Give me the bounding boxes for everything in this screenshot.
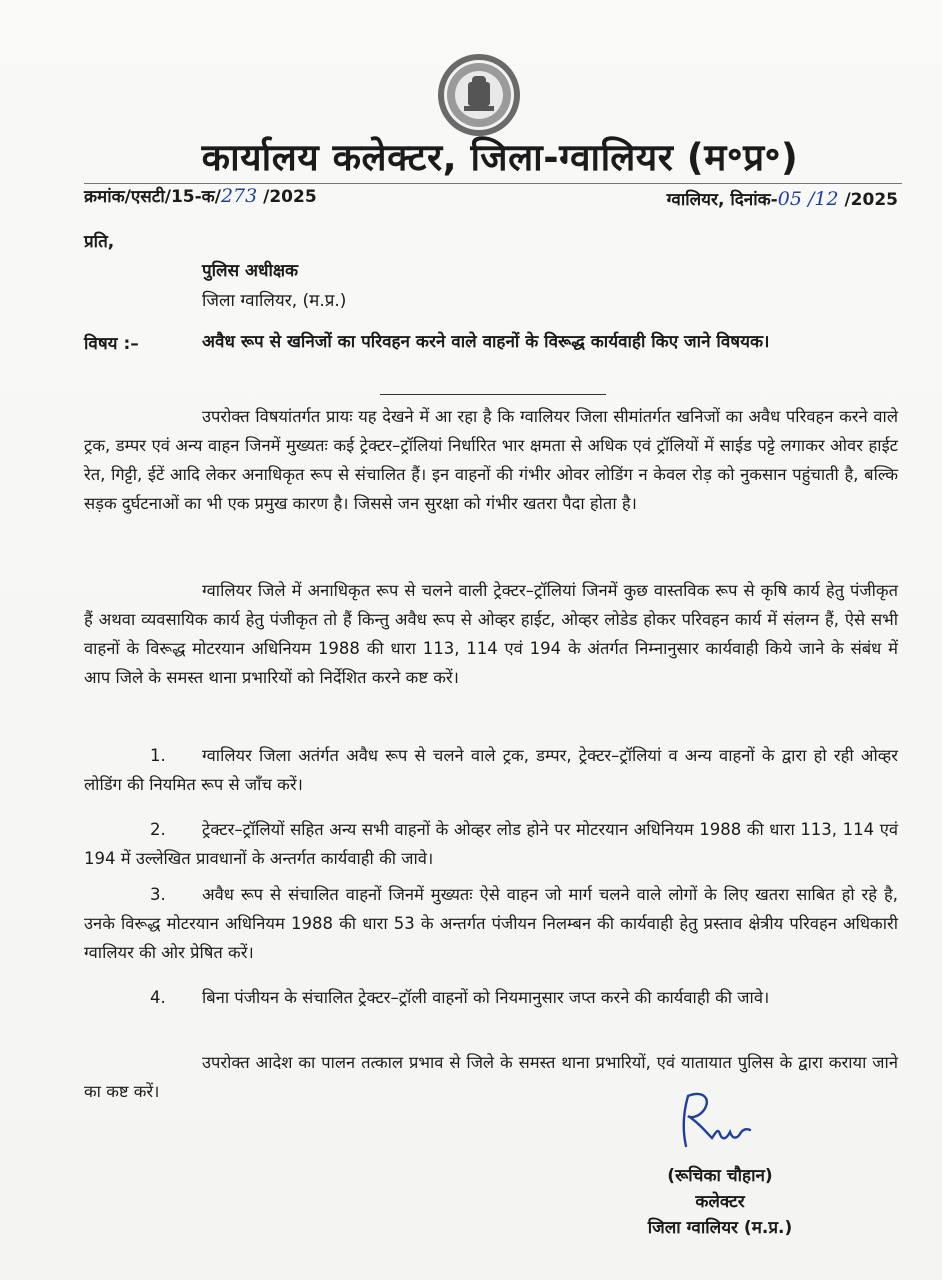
list-item <box>84 815 898 873</box>
list-item-number: 3. <box>150 885 166 904</box>
date-year: /2025 <box>838 190 898 210</box>
reference-number-handwritten: 273 <box>220 185 258 207</box>
recipient-title: पुलिस अधीक्षक <box>202 261 299 281</box>
signatory-name: (रूचिका चौहान) <box>667 1166 773 1186</box>
signatory-block <box>620 1163 820 1241</box>
list-item-text: ट्रेक्टर–ट्रॉलियों सहित अन्य सभी वाहनों के ओव्हर लोड होने पर मोटरयान अधिनियम 1988 की धारा 113, 114 एवं 194 में उल्लेखित प्रावधानों के अन्तर्गत कार्यवाही की जावे। <box>84 820 898 868</box>
list-item-number: 4. <box>150 988 166 1007</box>
subject-label: विषय :– <box>84 334 139 354</box>
recipient-address: जिला ग्वालियर, (म.प्र.) <box>202 291 347 311</box>
subject-underline <box>380 394 606 395</box>
closing-paragraph: उपरोक्त आदेश का पालन तत्काल प्रभाव से जिले के समस्त थाना प्रभारियों, एवं यातायात पुलिस के द्वारा कराया जाने का कष्ट करें। <box>84 1053 898 1101</box>
state-emblem-seal <box>436 52 522 138</box>
signatory-office: जिला ग्वालियर (म.प्र.) <box>647 1218 793 1238</box>
body-paragraph-2: ग्वालियर जिले में अनाधिकृत रूप से चलने वाली ट्रेक्टर–ट्रॉलियां जिनमें कुछ वास्तविक रूप से कृषि कार्य हेतु पंजीकृत हैं अथवा व्यवसायिक कार्य हेतु पंजीकृत तो हैं किन्तु अवैध रूप से ओव्हर हाईट, ओव्हर लोडेड होकर परिवहन कार्य में संलग्न हैं, ऐसे सभी वाहनों के विरूद्ध मोटरयान अधिनियम 1988 की धारा 113, 114 एवं 194 के अंतर्गत निम्नानुसार कार्यवाही किये जाने के संबंध में आप जिले के समस्त थाना प्रभारियों को निर्देशित करने कष्ट करें। <box>84 581 898 687</box>
list-item-text: ग्वालियर जिला अतंर्गत अवैध रूप से चलने वाले ट्रक, डम्पर, ट्रेक्टर–ट्रॉलियां व अन्य वाहनों के द्वारा हो रही ओव्हर लोडिंग की नियमित रूप से जाँच करें। <box>84 746 898 794</box>
list-item <box>84 741 898 799</box>
date-prefix: ग्वालियर, दिनांक- <box>666 190 778 210</box>
list-item-text: अवैध रूप से संचालित वाहनों जिनमें मुख्यतः ऐसे वाहन जो मार्ग चलने वाले लोगों के लिए खतरा साबित हो रहे है, उनके विरूद्ध मोटरयान अधिनियम 1988 की धारा 53 के अन्तर्गत पंजीयन निलम्बन की कार्यवाही हेतु प्रस्ताव क्षेत्रीय परिवहन अधिकारी ग्वालियर की ओर प्रेषित करें। <box>84 885 898 962</box>
list-item-text: बिना पंजीयन के संचालित ट्रेक्टर–ट्रॉली वाहनों को नियमानुसार जप्त करने की कार्यवाही की जावे। <box>202 988 770 1007</box>
reference-prefix: क्रमांक/एसटी/15-क/ <box>84 187 221 207</box>
reference-year: /2025 <box>257 187 317 207</box>
list-item-number: 2. <box>150 820 166 839</box>
body-paragraph-1: उपरोक्त विषयांतर्गत प्रायः यह देखने में आ रहा है कि ग्वालियर जिला सीमांतर्गत खनिजों का अवैध परिवहन करने वाले ट्रक, डम्पर एवं अन्य वाहन जिनमें मुख्यतः कई ट्रेक्टर–ट्रॉलियां निर्धारित भार क्षमता से अधिक एवं ट्रॉलियों में साईड पट्टे लगाकर ओवर हाईट रेत, गिट्टी, ईटें आदि लेकर अनाधिकृत रूप से संचालित हैं। इन वाहनों की गंभीर ओवर लोडिंग न केवल रोड़ को नुकसान पहुंचाती है, बल्कि सड़क दुर्घटनाओं का भी एक प्रमुख कारण है। जिससे जन सुरक्षा को गंभीर खतरा पैदा होता है। <box>84 407 898 513</box>
office-title: कार्यालय कलेक्टर, जिला-ग्वालियर (म॰प्र॰) <box>201 136 799 179</box>
date-handwritten: 05 /12 <box>777 188 839 210</box>
handwritten-signature <box>676 1088 756 1150</box>
subject-text: अवैध रूप से खनिजों का परिवहन करने वाले वाहनों के विरूद्ध कार्यवाही किए जाने विषयक। <box>202 332 770 352</box>
list-item-number: 1. <box>150 746 166 765</box>
letter-date <box>667 187 898 210</box>
reference-number <box>84 184 317 207</box>
salutation-to: प्रति, <box>84 232 115 252</box>
list-item <box>84 983 898 1012</box>
signatory-designation: कलेक्टर <box>695 1192 745 1212</box>
list-item <box>84 880 898 967</box>
